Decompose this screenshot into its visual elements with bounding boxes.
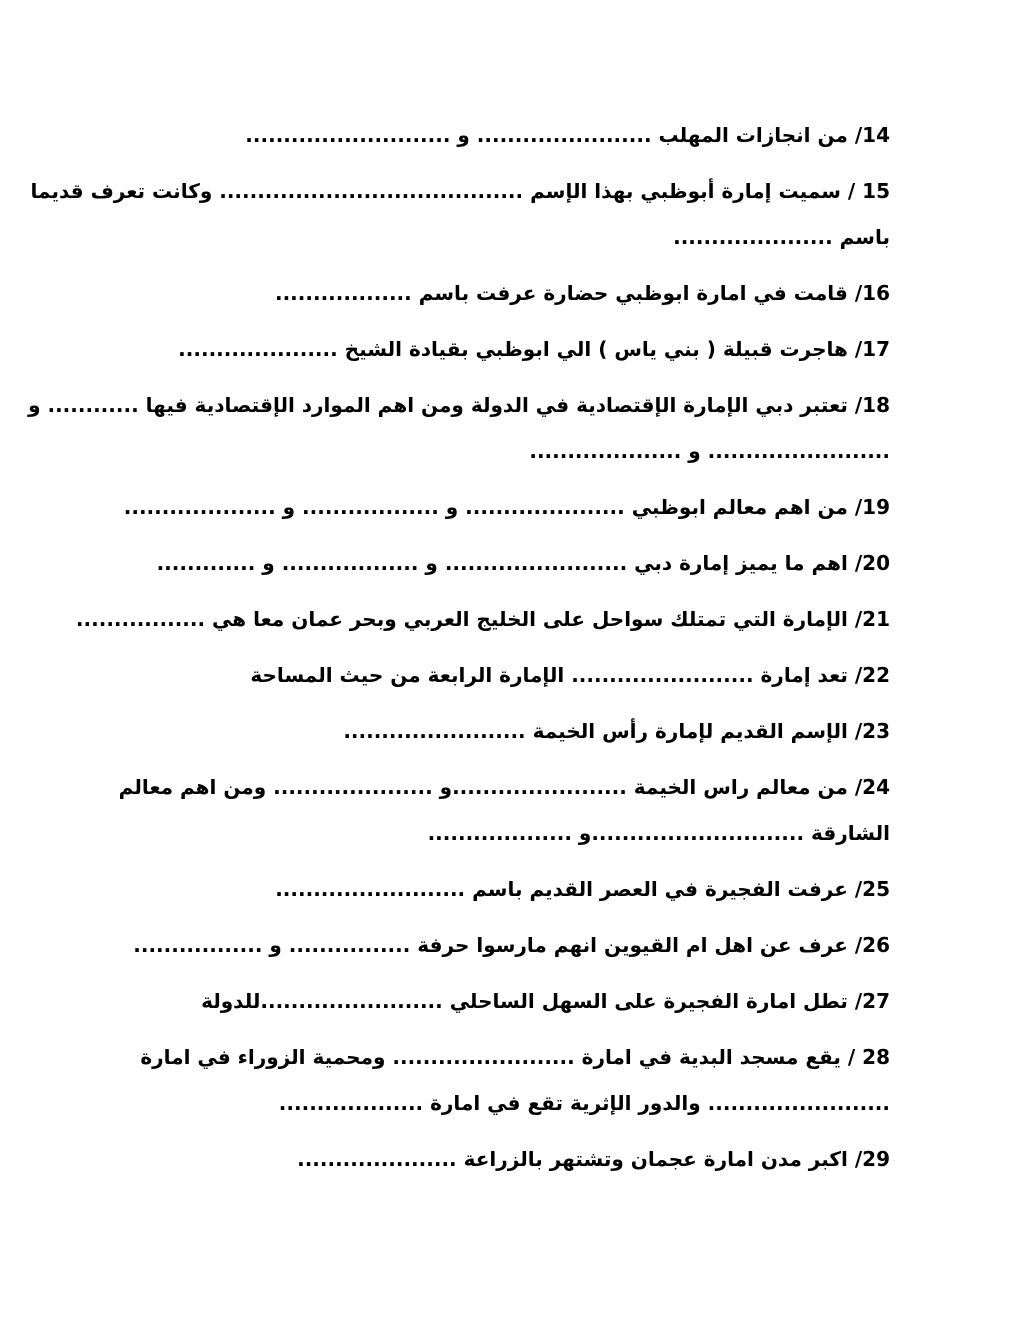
question-22 <box>120 652 890 698</box>
question-21 <box>75 596 890 642</box>
question-16 <box>120 270 890 316</box>
question-29 <box>120 1136 890 1182</box>
question-line: 27/ تطل امارة الفجيرة على السهل الساحلي ........................للدولة <box>201 989 890 1013</box>
question-20 <box>120 540 890 586</box>
question-line: ........................ والدور الإثرية تقع في امارة ................... <box>278 1091 890 1115</box>
question-line: 21/ الإمارة التي تمتلك سواحل على الخليج العربي وبحر عمان معا هي ................. <box>75 607 890 631</box>
question-19 <box>120 484 890 530</box>
question-line: 20/ اهم ما يميز إمارة دبي ........................ و .................. و ............. <box>156 551 890 575</box>
question-18 <box>28 382 890 474</box>
question-25 <box>120 866 890 912</box>
question-17 <box>120 326 890 372</box>
question-14 <box>120 112 890 158</box>
question-line: 18/ تعتبر دبي الإمارة الإقتصادية في الدولة ومن اهم الموارد الإقتصادية فيها ............ و <box>28 393 890 417</box>
question-26 <box>120 922 890 968</box>
question-line: ........................ و .................... <box>529 439 890 463</box>
question-line: 15 / سميت إمارة أبوظبي بهذا الإسم ........................................ وكانت تعرف قديما <box>30 179 890 203</box>
question-line: الشارقة ............................و ................... <box>427 821 890 845</box>
question-23 <box>120 708 890 754</box>
question-line: 24/ من معالم راس الخيمة .......................و ..................... ومن اهم معالم <box>118 775 890 799</box>
question-line: باسم ..................... <box>673 225 890 249</box>
question-line: 23/ الإسم القديم لإمارة رأس الخيمة ........................ <box>343 719 890 743</box>
question-28 <box>120 1034 890 1126</box>
question-line: 25/ عرفت الفجيرة في العصر القديم باسم ......................... <box>275 877 890 901</box>
question-line: 19/ من اهم معالم ابوظبي ..................... و .................. و .................... <box>123 495 890 519</box>
question-24 <box>120 764 890 856</box>
question-line: 29/ اكبر مدن امارة عجمان وتشتهر بالزراعة ..................... <box>297 1147 890 1171</box>
question-line: 17/ هاجرت قبيلة ( بني ياس ) الي ابوظبي بقيادة الشيخ ..................... <box>178 337 890 361</box>
question-line: 22/ تعد إمارة ........................ الإمارة الرابعة من حيث المساحة <box>250 663 890 687</box>
question-line: 14/ من انجازات المهلب ....................... و ........................... <box>245 123 890 147</box>
question-line: 28 / يقع مسجد البدية في امارة ........................ ومحمية الزوراء في امارة <box>140 1045 890 1069</box>
question-line: 26/ عرف عن اهل ام القيوين انهم مارسوا حرفة ................ و ................. <box>133 933 890 957</box>
question-15 <box>30 168 890 260</box>
question-line: 16/ قامت في امارة ابوظبي حضارة عرفت باسم .................. <box>274 281 890 305</box>
question-27 <box>120 978 890 1024</box>
